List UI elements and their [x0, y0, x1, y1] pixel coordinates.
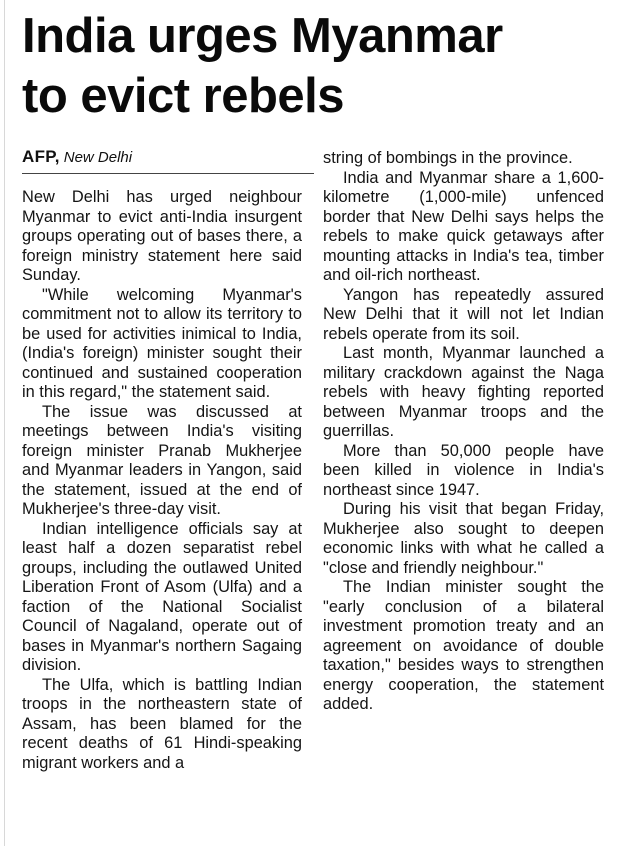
byline-place: New Delhi [63, 149, 133, 166]
paragraph: The issue was discussed at meetings between India's visiting foreign minister Pranab Mukherjee and Myanmar leaders in Yangon, said the statement, issued at the end of Mukherjee's three-day visit. [22, 402, 302, 518]
paragraph: Indian intelligence officials say at least half a dozen separatist rebel groups, including the outlawed United Liberation Front of Asom (Ulfa) and a faction of the National Socialist Council of Nagaland, operate out of bases in Myanmar's northern Sagaing division. [22, 519, 302, 674]
paragraph: "While welcoming Myanmar's commitment not to allow its territory to be used for activities inimical to India, (India's foreign) minister sought their continued and sustained cooperation in this regard," the statement said. [22, 285, 302, 401]
paragraph: India and Myanmar share a 1,600-kilometre (1,000-mile) unfenced border that New Delhi says helps the rebels to make quick getaways after mounting attacks in India's tea, timber and oil-rich northeast. [323, 168, 604, 284]
paragraph: Yangon has repeatedly assured New Delhi that it will not let Indian rebels operate from its soil. [323, 285, 604, 343]
paragraph: The Ulfa, which is battling Indian troops in the northeastern state of Assam, has been blamed for the recent deaths of 61 Hindi-speaking migrant workers and a [22, 675, 302, 772]
headline [22, 6, 622, 126]
byline-agency: AFP, [22, 147, 60, 166]
headline-line-1: India urges Myanmar [22, 9, 503, 63]
article-column-right [323, 149, 604, 715]
page-edge-rule [4, 0, 5, 846]
paragraph: Last month, Myanmar launched a military crackdown against the Naga rebels with heavy fighting reported between Myanmar troops and the guerrillas. [323, 344, 604, 440]
byline [22, 146, 314, 174]
paragraph: More than 50,000 people have been killed in violence in India's northeast since 1947. [323, 441, 604, 499]
paragraph: During his visit that began Friday, Mukherjee also sought to deepen economic links with what he called a "close and friendly neighbour." [323, 500, 604, 577]
headline-line-2: to evict rebels [22, 69, 345, 123]
paragraph: The Indian minister sought the "early conclusion of a bilateral investment promotion treaty and an agreement on avoidance of double taxation," besides ways to strengthen energy cooperation, the statement added. [323, 578, 604, 713]
paragraph: string of bombings in the province. [323, 149, 573, 167]
paragraph: New Delhi has urged neighbour Myanmar to evict anti-India insurgent groups operating out of bases there, a foreign ministry statement here said Sunday. [22, 188, 302, 284]
article-column-left [22, 188, 302, 773]
